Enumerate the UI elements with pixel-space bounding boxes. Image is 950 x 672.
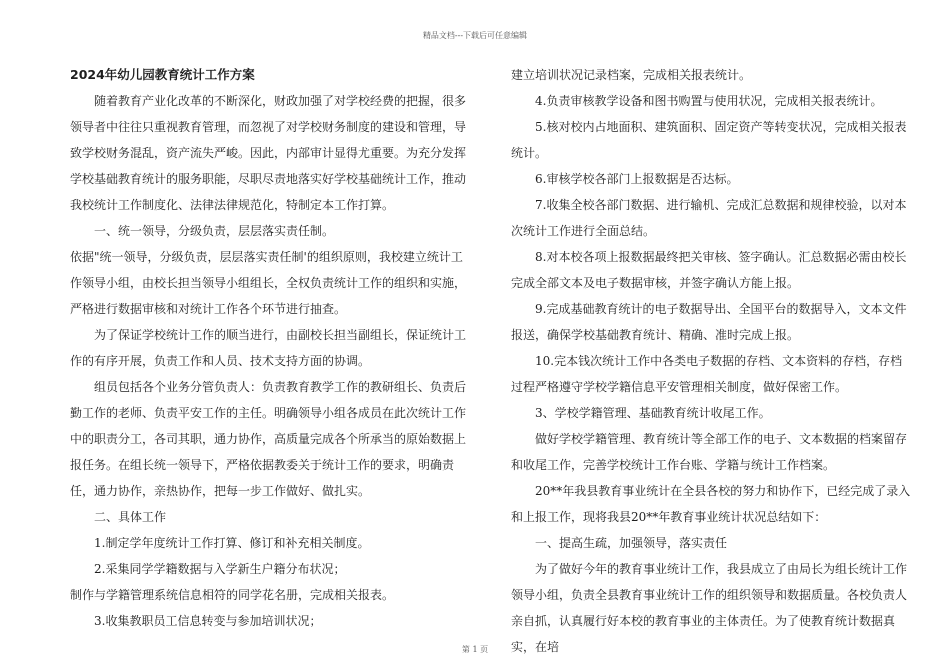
list-item: 3.收集教职员工信息转变与参加培训状况； bbox=[94, 614, 322, 628]
paragraph: 为了保证学校统计工作的顺当进行，由副校长担当副组长，保证统计工作的有序开展，负责工作和人员、技术支持方面的协调。 bbox=[70, 328, 467, 368]
paragraph: 随着教育产业化改革的不断深化，财政加强了对学校经费的把握，很多领导者中往往只重视教育管理，而忽视了对学校财务制度的建设和管理，导致学校财务混乱，资产流失严峻。因此，内部审计显得尤重要。为充分发挥学校基础教育统计的服务职能，尽职尽责地落实好学校基础统计工作，推动我校统计工作制度化、法律法律规范化，特制定本工作打算。 bbox=[70, 94, 467, 212]
list-item: 5.核对校内占地面积、建筑面积、固定资产等转变状况，完成相关报表统计。 bbox=[511, 120, 907, 160]
list-item: 8.对本校各项上报数据最终把关审核、签字确认。汇总数据必需由校长完成全部文本及电子数据审核，并签字确认方能上报。 bbox=[511, 250, 907, 290]
list-item: 10.完本钱次统计工作中各类电子数据的存档、文本资料的存档，存档过程严格遵守学校学籍信息平安管理相关制度，做好保密工作。 bbox=[511, 354, 903, 394]
list-item: 1.制定学年度统计工作打算、修订和补充相关制度。 bbox=[94, 536, 370, 550]
list-item: 2.采集同学学籍数据与入学新生户籍分布状况； bbox=[94, 562, 346, 576]
list-item: 9.完成基础教育统计的电子数据导出、全国平台的数据导入，文本文件报送，确保学校基础教育统计、精确、准时完成上报。 bbox=[511, 302, 907, 342]
paragraph: 依据"统一领导，分级负责，层层落实责任制'的组织原则，我校建立统计工作领导小组，由校长担当领导小组组长，全权负责统计工作的组织和实施，严格进行数据审核和对统计工作各个环节进行抽查。 bbox=[70, 250, 467, 316]
section-heading: 二、具体工作 bbox=[94, 510, 167, 524]
paragraph: 制作与学籍管理系统信息相符的同学花名册，完成相关报表。 bbox=[70, 588, 395, 602]
page-number: 第 1 页 bbox=[461, 645, 489, 654]
paragraph: 做好学校学籍管理、教育统计等全部工作的电子、文本数据的档案留存和收尾工作，完善学校统计工作台账、学籍与统计工作档案。 bbox=[511, 432, 908, 472]
paragraph: 建立培训状况记录档案，完成相关报表统计。 bbox=[511, 68, 752, 82]
section-heading: 一、提高生疏，加强领导，落实责任 bbox=[535, 536, 728, 550]
section-heading: 一、统一领导，分级负责，层层落实责任制。 bbox=[94, 224, 335, 238]
paragraph: 20**年我县教育事业统计在全县各校的努力和协作下，已经完成了录入和上报工作，现将我县20**年教育事业统计状况总结如下： bbox=[511, 484, 911, 524]
right-column bbox=[511, 62, 914, 660]
list-item: 7.收集全校各部门数据、进行输机、完成汇总数据和规律校验，以对本次统计工作进行全面总结。 bbox=[511, 198, 907, 238]
list-item: 6.审核学校各部门上报数据是否达标。 bbox=[535, 172, 739, 186]
paragraph: 为了做好今年的教育事业统计工作，我县成立了由局长为组长统计工作领导小组，负责全县教育事业统计工作的组织领导和数据质量。各校负责人亲自抓，认真履行好本校的教育事业的主体责任。为了使教育统计数据真实，在培 bbox=[511, 562, 908, 654]
page-title: 2024年幼儿园教育统计工作方案 bbox=[70, 67, 255, 82]
left-column bbox=[70, 62, 473, 634]
header-note: 精品文档---下载后可任意编辑 bbox=[422, 31, 528, 40]
section-heading: 3、学校学籍管理、基础教育统计收尾工作。 bbox=[535, 406, 771, 420]
paragraph: 组员包括各个业务分管负责人：负责教育教学工作的教研组长、负责后勤工作的老师、负责平安工作的主任。明确领导小组各成员在此次统计工作中的职责分工，各司其职，通力协作，高质量完成各个所承当的原始数据上报任务。在组长统一领导下，严格依据教委关于统计工作的要求，明确责任，通力协作，亲热协作，把每一步工作做好、做扎实。 bbox=[70, 380, 467, 498]
list-item: 4.负责审核教学设备和图书购置与使用状况，完成相关报表统计。 bbox=[535, 94, 883, 108]
